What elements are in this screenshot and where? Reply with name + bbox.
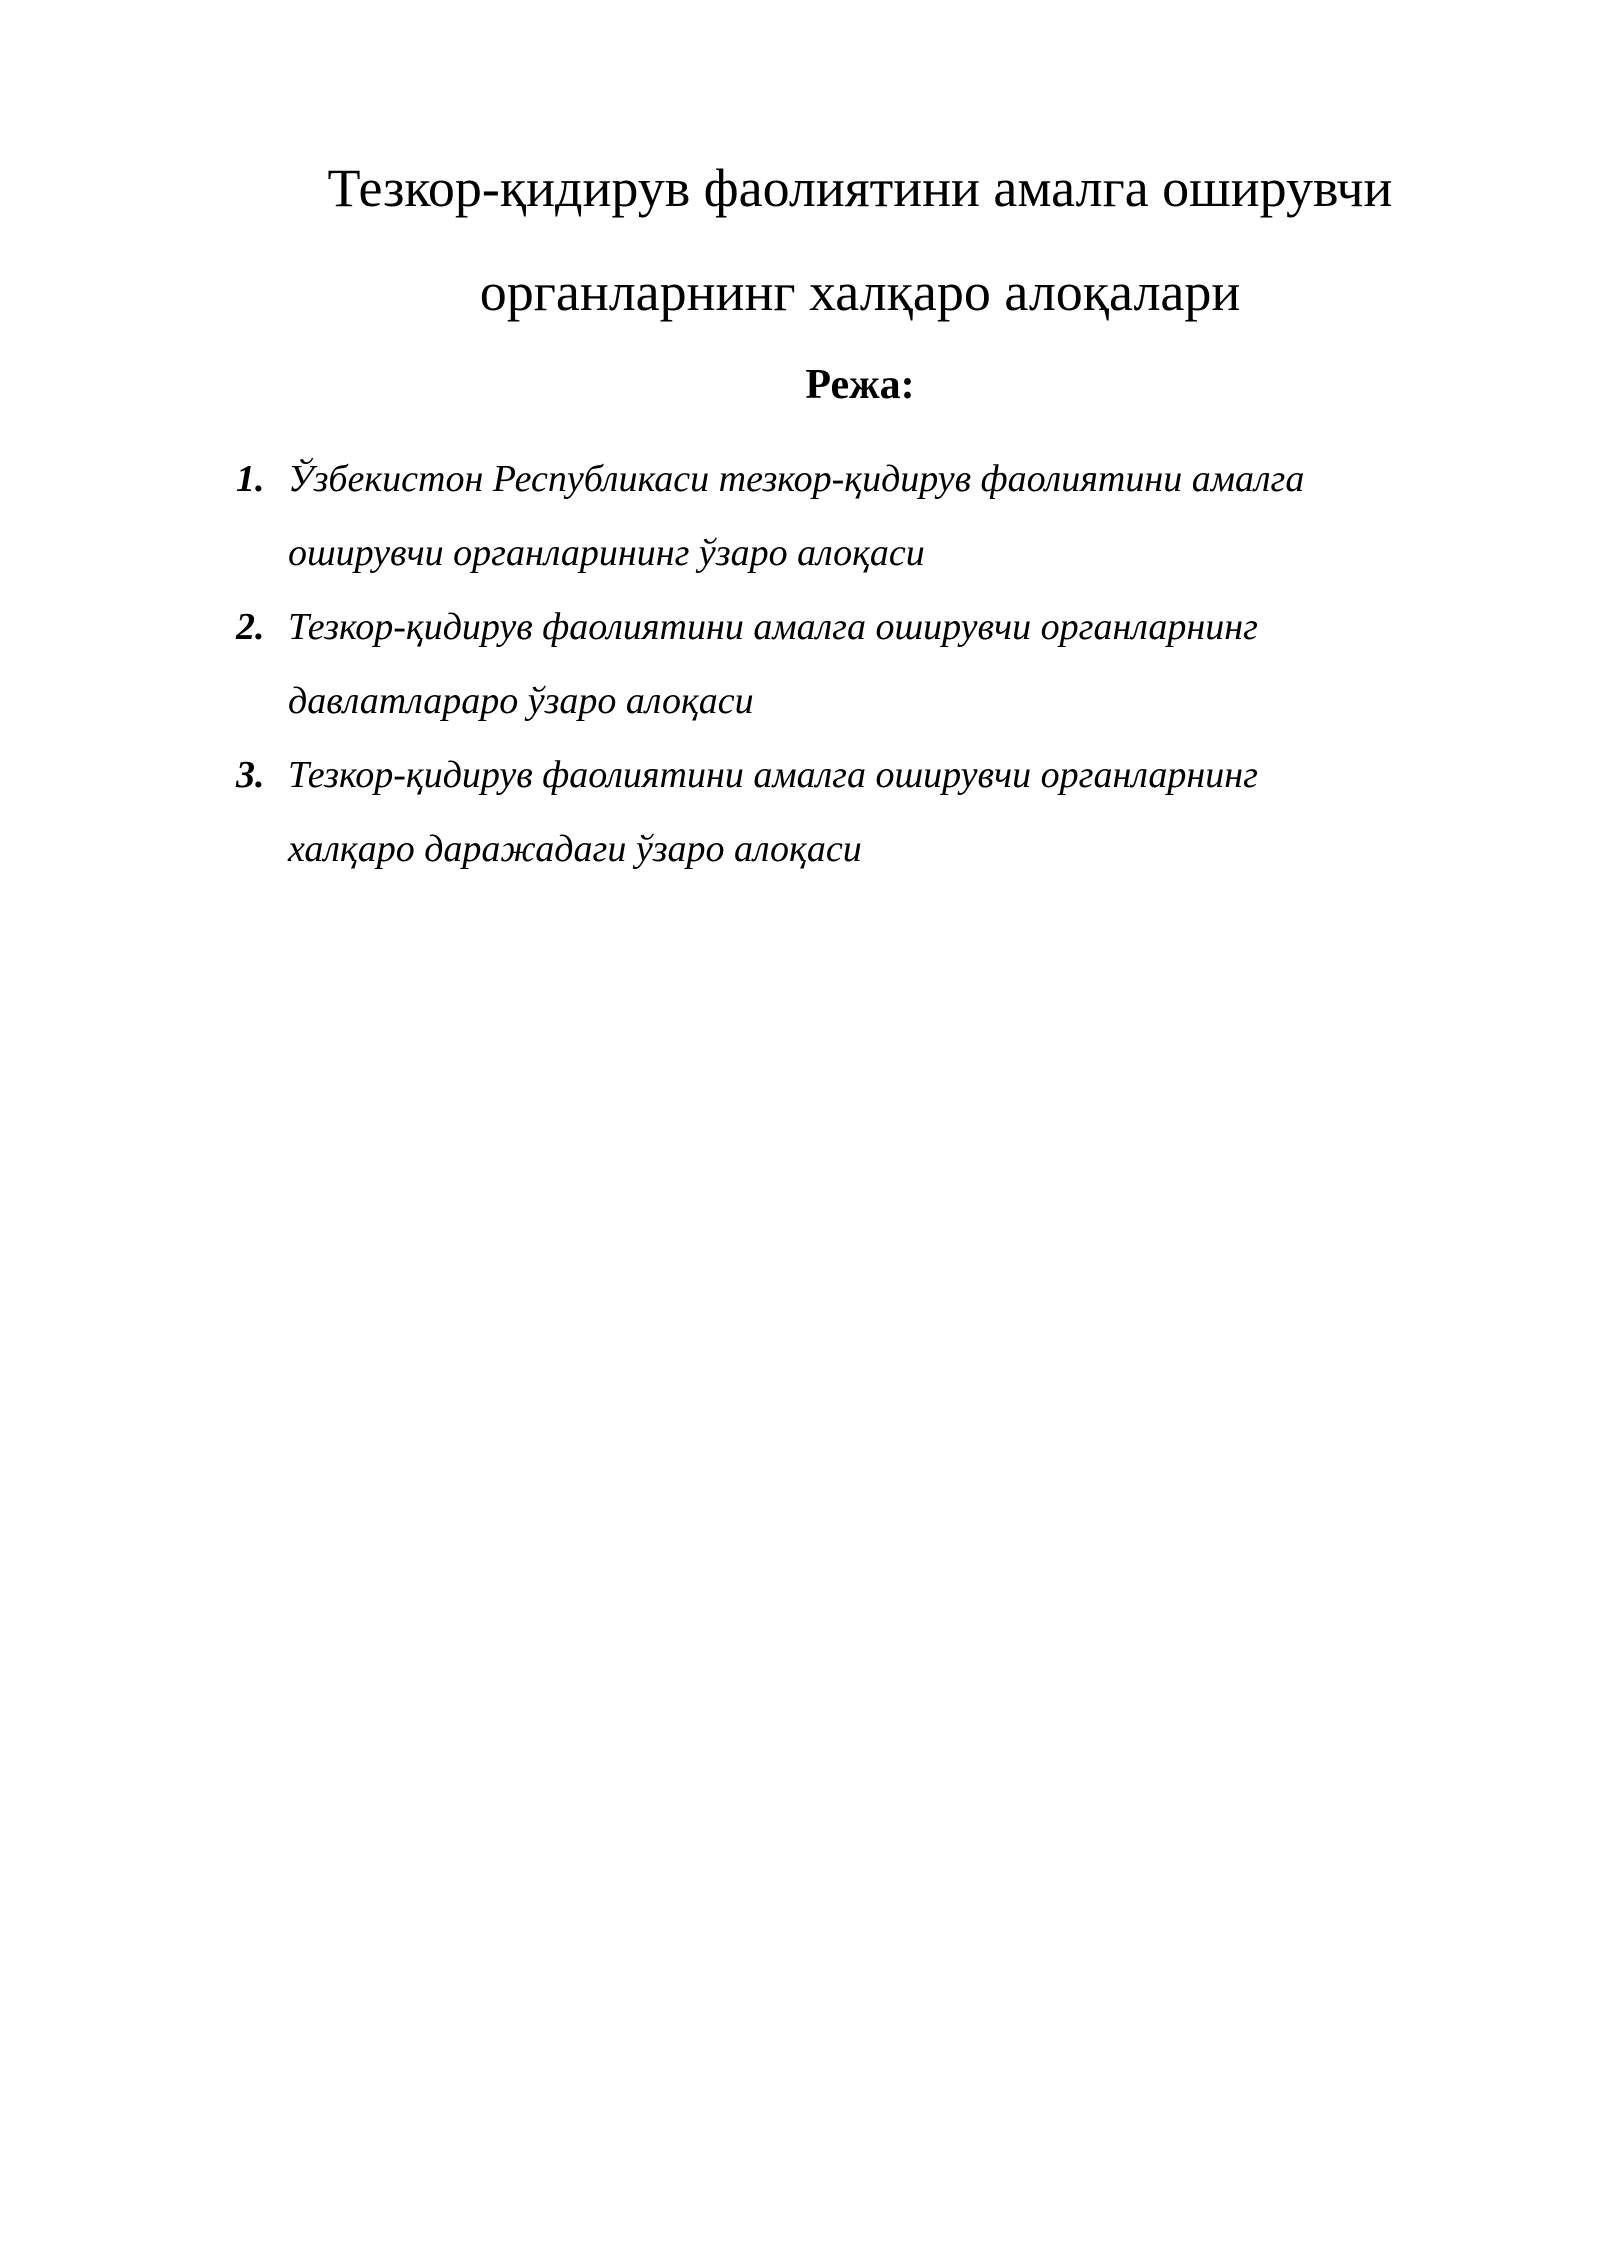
plan-item-1 (236, 442, 1496, 590)
plan-heading: Режа: (805, 362, 915, 408)
plan-item-text-line: Тезкор-қидирув фаолиятини амалга оширувчи органларнинг (288, 754, 1258, 796)
document-title-line-1: Тезкор-қидирув фаолиятини амалга оширувчи (327, 158, 1393, 218)
plan-item-3 (236, 738, 1496, 886)
plan-item-2 (236, 590, 1496, 738)
document-title-line-2: органларнинг халқаро алоқалари (479, 262, 1241, 322)
plan-list (236, 442, 1496, 886)
plan-item-text-line: оширувчи органларининг ўзаро алоқаси (288, 532, 925, 574)
plan-item-text-line: давлатлараро ўзаро алоқаси (288, 680, 754, 722)
plan-item-text-line: Ўзбекистон Республикаси тезкор-қидирув фаолиятини амалга (288, 458, 1305, 500)
plan-item-number: 3. (236, 754, 265, 796)
plan-item-number: 1. (236, 458, 265, 500)
plan-item-text-line: Тезкор-қидирув фаолиятини амалга оширувчи органларнинг (288, 606, 1258, 648)
plan-item-text-line: халқаро даражадаги ўзаро алоқаси (288, 828, 862, 870)
plan-item-number: 2. (236, 606, 265, 648)
